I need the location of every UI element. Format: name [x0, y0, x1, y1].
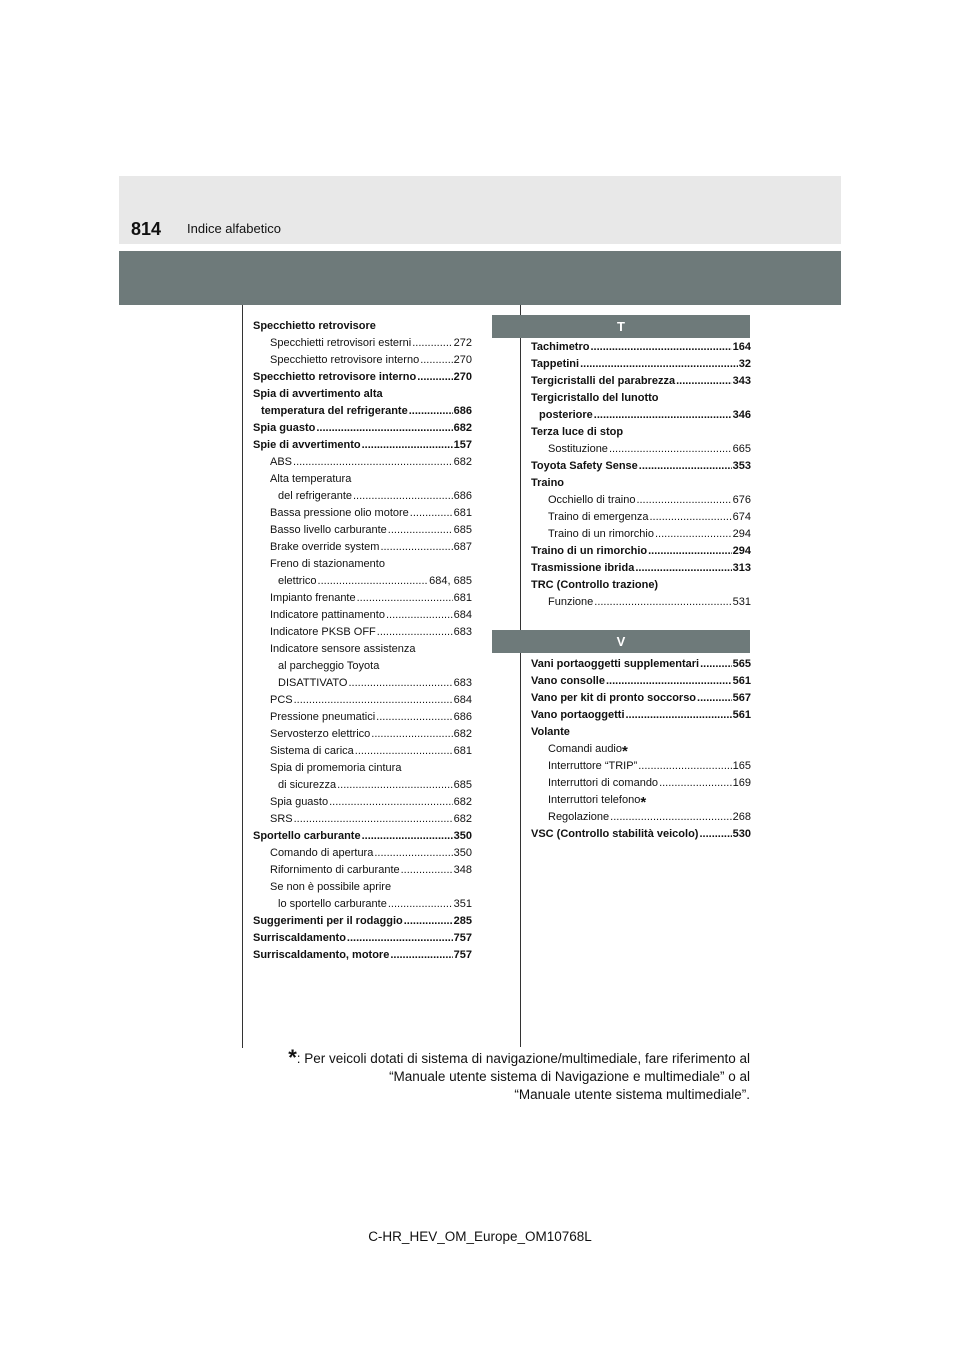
- index-entry: [253, 879, 472, 896]
- dot-leader: [293, 454, 453, 471]
- index-entry-page: 561: [732, 675, 751, 687]
- index-entry-page: 682: [453, 456, 472, 468]
- index-entry: [253, 709, 472, 726]
- dot-leader: [639, 458, 732, 475]
- index-entry-label: Vano portaoggetti: [531, 709, 625, 721]
- index-entry-page: 676: [732, 494, 751, 506]
- dot-leader: [376, 709, 452, 726]
- index-entry-label: Servosterzo elettrico: [270, 728, 371, 740]
- index-entry-label: Sportello carburante: [253, 830, 361, 842]
- index-entry-label: temperatura del refrigerante: [261, 405, 408, 417]
- index-entry: [253, 811, 472, 828]
- dot-leader: [609, 441, 732, 458]
- index-entry-label: Specchietto retrovisore interno: [253, 371, 417, 383]
- dot-leader: [420, 352, 452, 369]
- index-entry-page: 294: [732, 545, 751, 557]
- dot-leader: [380, 539, 452, 556]
- dot-leader: [294, 692, 453, 709]
- dot-leader: [294, 811, 453, 828]
- dot-leader: [580, 356, 738, 373]
- index-entry-page: 665: [732, 443, 751, 455]
- index-entry: [253, 488, 472, 505]
- header-dark-band: [119, 251, 841, 305]
- column-divider-middle: [520, 305, 521, 1047]
- index-entry: [253, 539, 472, 556]
- index-entry-label: Tappetini: [531, 358, 580, 370]
- index-entry: [531, 577, 751, 594]
- index-entry-label: Toyota Safety Sense: [531, 460, 638, 472]
- index-entry: [253, 624, 472, 641]
- letter-heading-v: V: [492, 630, 750, 653]
- index-entry-label: Suggerimenti per il rodaggio: [253, 915, 403, 927]
- index-entry: [531, 594, 751, 611]
- page-number: 814: [131, 219, 162, 239]
- index-entry: [531, 339, 751, 356]
- index-entry-label: Basso livello carburante: [270, 524, 387, 536]
- index-column-v: [531, 656, 751, 843]
- index-entry-label: Spie di avvertimento: [253, 439, 361, 451]
- dot-leader: [362, 437, 453, 454]
- index-entry-label: Spia di promemoria cintura: [270, 762, 402, 774]
- index-entry-page: 685: [453, 524, 472, 536]
- index-entry-label: Spia guasto: [270, 796, 329, 808]
- index-entry-page: 351: [453, 898, 472, 910]
- index-entry: [253, 522, 472, 539]
- dot-leader: [410, 505, 453, 522]
- index-entry-label: Terza luce di stop: [531, 426, 624, 438]
- dot-leader: [404, 913, 453, 930]
- dot-leader: [318, 573, 429, 590]
- dot-leader: [638, 758, 731, 775]
- dot-leader: [316, 420, 452, 437]
- dot-leader: [700, 656, 732, 673]
- index-entry-page: 674: [732, 511, 751, 523]
- dot-leader: [590, 339, 731, 356]
- letter-heading-t: T: [492, 315, 750, 338]
- index-entry-label: Surriscaldamento, motore: [253, 949, 390, 961]
- index-entry-label: lo sportello carburante: [278, 898, 387, 910]
- index-entry: [253, 913, 472, 930]
- index-entry: [253, 573, 472, 590]
- index-entry: [531, 492, 751, 509]
- index-entry: [253, 726, 472, 743]
- index-entry-label: TRC (Controllo trazione): [531, 579, 659, 591]
- index-entry-page: 684, 685: [429, 575, 472, 587]
- index-entry: [253, 862, 472, 879]
- dot-leader: [412, 335, 452, 352]
- index-entry-label: Specchietto retrovisore interno: [270, 354, 420, 366]
- index-entry: [253, 403, 472, 420]
- dot-leader: [353, 488, 453, 505]
- index-column-t: [531, 339, 751, 611]
- index-entry: [531, 775, 751, 792]
- dot-leader: [388, 522, 453, 539]
- dot-leader: [635, 560, 731, 577]
- index-entry: [531, 690, 751, 707]
- index-entry: [531, 390, 751, 407]
- index-entry-label: Indicatore sensore assistenza: [270, 643, 416, 655]
- index-entry-page: 683: [453, 677, 472, 689]
- index-entry: [253, 471, 472, 488]
- index-entry-page: 343: [732, 375, 751, 387]
- dot-leader: [648, 543, 732, 560]
- index-entry-label: Indicatore pattinamento: [270, 609, 385, 621]
- index-entry-page: 32: [738, 358, 751, 370]
- index-entry-page: 157: [453, 439, 472, 451]
- index-entry-page: 531: [732, 596, 751, 608]
- index-entry: [531, 826, 751, 843]
- index-entry: [531, 407, 751, 424]
- index-entry-label: DISATTIVATO: [278, 677, 348, 689]
- index-entry-label: Indicatore PKSB OFF: [270, 626, 376, 638]
- index-entry-label: Traino di un rimorchio: [548, 528, 654, 540]
- dot-leader: [355, 743, 453, 760]
- index-entry: [253, 930, 472, 947]
- index-entry-page: 683: [453, 626, 472, 638]
- footnote-line-2: “Manuale utente sistema di Navigazione e multimediale” o al: [389, 1069, 750, 1084]
- index-entry: [253, 658, 472, 675]
- index-entry-label: Tergicristallo del lunotto: [531, 392, 659, 404]
- index-entry-label: Vano per kit di pronto soccorso: [531, 692, 697, 704]
- index-entry: [531, 356, 751, 373]
- index-entry-page: 346: [732, 409, 751, 421]
- index-entry-label: Spia di avvertimento alta: [253, 388, 383, 400]
- dot-leader: [697, 690, 732, 707]
- index-entry: [531, 509, 751, 526]
- index-entry: [253, 352, 472, 369]
- index-entry: [253, 505, 472, 522]
- index-entry-label: Funzione: [548, 596, 594, 608]
- index-entry-label: Freno di stazionamento: [270, 558, 385, 570]
- index-entry: [531, 707, 751, 724]
- index-entry-page: 682: [453, 422, 472, 434]
- index-entry: [253, 828, 472, 845]
- index-entry-label: Comando di apertura: [270, 847, 374, 859]
- index-entry: [253, 420, 472, 437]
- index-entry-page: 165: [732, 760, 751, 772]
- index-entry: [253, 386, 472, 403]
- index-entry-page: 348: [453, 864, 472, 876]
- index-entry-page: 682: [453, 796, 472, 808]
- index-entry-label: di sicurezza: [278, 779, 337, 791]
- dot-leader: [626, 707, 732, 724]
- footnote-star: *: [288, 1045, 297, 1070]
- index-entry-label: Specchietti retrovisori esterni: [270, 337, 412, 349]
- index-entry-label: Spia guasto: [253, 422, 316, 434]
- section-title: Indice alfabetico: [187, 221, 281, 236]
- index-entry-page: 294: [732, 528, 751, 540]
- dot-leader: [357, 590, 453, 607]
- index-entry-label: Interruttore “TRIP”: [548, 760, 638, 772]
- index-entry-page: 685: [453, 779, 472, 791]
- index-entry-page: 681: [453, 507, 472, 519]
- dot-leader: [329, 794, 453, 811]
- index-entry-page: 757: [453, 932, 472, 944]
- index-entry-page: 682: [453, 728, 472, 740]
- index-entry-label: Comandi audio: [548, 743, 622, 755]
- index-entry: [531, 724, 751, 741]
- index-entry: [531, 475, 751, 492]
- index-entry: [253, 556, 472, 573]
- dot-leader: [417, 369, 452, 386]
- index-entry-page: 169: [732, 777, 751, 789]
- index-entry-page: 686: [453, 711, 472, 723]
- index-entry: [253, 760, 472, 777]
- index-entry: Comandi audio *: [548, 743, 628, 760]
- index-entry: [253, 335, 472, 352]
- index-entry-label: Volante: [531, 726, 570, 738]
- index-entry-label: Traino di emergenza: [548, 511, 649, 523]
- index-entry-label: Interruttori telefono: [548, 794, 641, 806]
- footnote: [280, 1045, 750, 1104]
- dot-leader: [347, 930, 453, 947]
- index-entry: [253, 641, 472, 658]
- index-entry: [253, 692, 472, 709]
- index-entry: [531, 526, 751, 543]
- dot-leader: [610, 809, 731, 826]
- index-entry-label: Vani portaoggetti supplementari: [531, 658, 700, 670]
- dot-leader: [676, 373, 732, 390]
- index-entry-page: 353: [732, 460, 751, 472]
- dot-leader: [659, 775, 732, 792]
- index-entry: [531, 373, 751, 390]
- index-entry-page: 686: [453, 490, 472, 502]
- dot-leader: [377, 624, 453, 641]
- index-entry-page: 684: [453, 694, 472, 706]
- index-entry: [531, 441, 751, 458]
- index-entry-page: 561: [732, 709, 751, 721]
- index-entry-page: 272: [453, 337, 472, 349]
- index-entry: [531, 758, 751, 775]
- dot-leader: [655, 526, 732, 543]
- index-entry: [531, 560, 751, 577]
- index-entry-label: del refrigerante: [278, 490, 352, 502]
- dot-leader: [594, 594, 731, 611]
- index-entry-page: 285: [453, 915, 472, 927]
- index-entry: [253, 777, 472, 794]
- index-entry-label: Occhiello di traino: [548, 494, 636, 506]
- dot-leader: [388, 896, 453, 913]
- index-entry-label: Sistema di carica: [270, 745, 354, 757]
- dot-leader: [337, 777, 453, 794]
- index-entry-label: Traino di un rimorchio: [531, 545, 648, 557]
- index-entry-page: 757: [453, 949, 472, 961]
- index-entry-label: Bassa pressione olio motore: [270, 507, 409, 519]
- dot-leader: [401, 862, 453, 879]
- index-entry-page: 313: [732, 562, 751, 574]
- index-entry: [253, 675, 472, 692]
- index-entry: [531, 424, 751, 441]
- index-entry-label: VSC (Controllo stabilità veicolo): [531, 828, 699, 840]
- column-divider-left: [242, 305, 243, 1048]
- index-entry-page: 530: [732, 828, 751, 840]
- index-entry-label: Impianto frenante: [270, 592, 356, 604]
- index-entry-label: Regolazione: [548, 811, 610, 823]
- index-entry: [253, 437, 472, 454]
- index-entry-label: Interruttori di comando: [548, 777, 659, 789]
- index-entry-page: 567: [732, 692, 751, 704]
- index-entry-label: Tergicristalli del parabrezza: [531, 375, 676, 387]
- index-entry-label: ABS: [270, 456, 293, 468]
- dot-leader: [606, 673, 732, 690]
- dot-leader: [374, 845, 452, 862]
- index-entry-label: SRS: [270, 813, 293, 825]
- index-entry-label: Specchietto retrovisore: [253, 320, 376, 332]
- index-entry-label: Se non è possibile aprire: [270, 881, 392, 893]
- index-entry: [253, 896, 472, 913]
- index-entry-page: 268: [732, 811, 751, 823]
- footer-doc-id: C-HR_HEV_OM_Europe_OM10768L: [368, 1229, 592, 1244]
- index-entry-page: 270: [453, 354, 472, 366]
- index-entry: [531, 809, 751, 826]
- dot-leader: [699, 826, 731, 843]
- dot-leader: [362, 828, 453, 845]
- index-entry: [253, 845, 472, 862]
- dot-leader: [371, 726, 452, 743]
- index-entry: Interruttori telefono *: [548, 794, 647, 811]
- index-entry: [531, 543, 751, 560]
- index-entry: [531, 673, 751, 690]
- index-entry-label: Sostituzione: [548, 443, 608, 455]
- index-entry-label: Tachimetro: [531, 341, 590, 353]
- index-entry: [253, 743, 472, 760]
- index-entry: [253, 454, 472, 471]
- index-entry-label: Brake override system: [270, 541, 380, 553]
- index-entry-page: 682: [453, 813, 472, 825]
- index-entry-label: posteriore: [539, 409, 593, 421]
- index-entry: [253, 318, 472, 335]
- dot-leader: [386, 607, 453, 624]
- index-entry-label: Pressione pneumatici: [270, 711, 376, 723]
- index-entry-page: 681: [453, 592, 472, 604]
- dot-leader: [348, 675, 452, 692]
- index-entry-page: 270: [453, 371, 472, 383]
- footnote-line-3: “Manuale utente sistema multimediale”.: [514, 1087, 750, 1102]
- index-entry-label: Trasmissione ibrida: [531, 562, 635, 574]
- index-entry-label: Alta temperatura: [270, 473, 352, 485]
- index-entry-label: Traino: [531, 477, 565, 489]
- index-entry: [253, 947, 472, 964]
- dot-leader: [594, 407, 732, 424]
- dot-leader: [409, 403, 453, 420]
- index-entry-label: Vano consolle: [531, 675, 605, 687]
- index-entry-page: 164: [732, 341, 751, 353]
- index-entry-page: 350: [453, 847, 472, 859]
- index-entry-page: 681: [453, 745, 472, 757]
- index-entry-label: al parcheggio Toyota: [278, 660, 380, 672]
- index-entry-label: PCS: [270, 694, 293, 706]
- index-entry: [253, 607, 472, 624]
- index-entry-page: 686: [453, 405, 472, 417]
- index-entry-label: elettrico: [278, 575, 317, 587]
- index-column-s: [253, 318, 472, 964]
- footnote-line-1: : Per veicoli dotati di sistema di navigazione/multimediale, fare riferimento al: [296, 1051, 750, 1066]
- dot-leader: [649, 509, 731, 526]
- index-entry: [253, 794, 472, 811]
- index-entry-label: Surriscaldamento: [253, 932, 346, 944]
- index-entry-page: 565: [732, 658, 751, 670]
- index-entry-label: Rifornimento di carburante: [270, 864, 400, 876]
- index-entry: [253, 369, 472, 386]
- index-entry: [531, 458, 751, 475]
- index-entry-page: 684: [453, 609, 472, 621]
- index-entry-page: 350: [453, 830, 472, 842]
- index-entry: [531, 656, 751, 673]
- index-entry: [253, 590, 472, 607]
- dot-leader: [390, 947, 452, 964]
- dot-leader: [636, 492, 731, 509]
- index-entry-page: 687: [453, 541, 472, 553]
